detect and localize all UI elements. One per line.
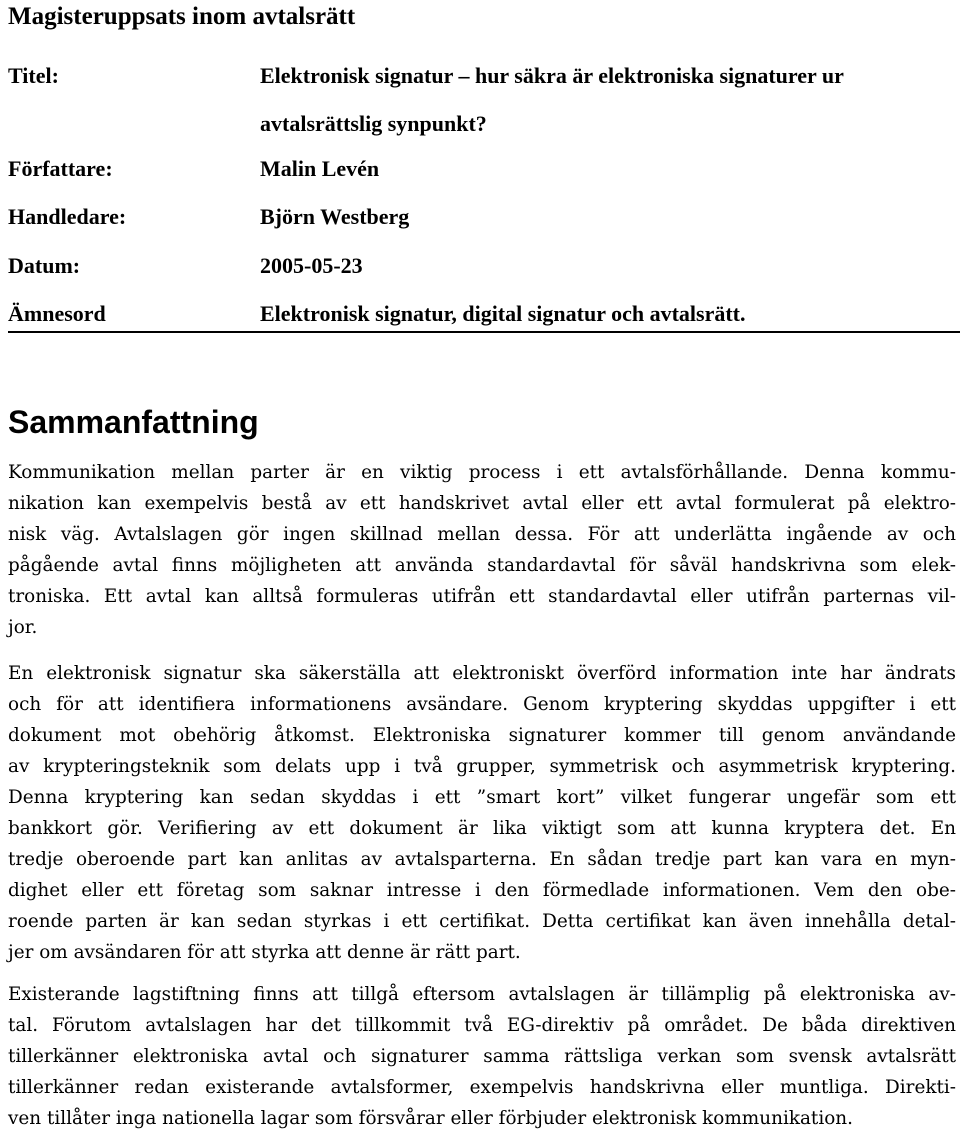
paragraph-line: nisk väg. Avtalslagen gör ingen skillnad mellan dessa. För att underlätta ingående av och xyxy=(8,524,956,545)
title-value-line2: avtalsrättslig synpunkt? xyxy=(260,111,487,136)
divider-line xyxy=(8,331,960,333)
paragraph-line: av krypteringsteknik som delats upp i två grupper, symmetrisk och asymmetrisk kryptering. xyxy=(8,756,956,777)
paragraph-line: och för att identifiera informationens avsändare. Genom kryptering skyddas uppgifter i ett xyxy=(8,694,956,715)
supervisor-value: Björn Westberg xyxy=(260,204,410,229)
paragraph-line: pågående avtal finns möjligheten att använda standardavtal för såväl handskrivna som elek- xyxy=(8,555,956,576)
document-title: Magisteruppsats inom avtalsrätt xyxy=(8,3,356,30)
author-label: Författare: xyxy=(8,156,113,181)
paragraph-line: nikation kan exempelvis bestå av ett handskrivet avtal eller ett avtal formulerat på elektro- xyxy=(8,493,956,514)
title-value-line1: Elektronisk signatur – hur säkra är elektroniska signaturer ur xyxy=(260,63,844,88)
paragraph-line: Kommunikation mellan parter är en viktig process i ett avtalsförhållande. Denna kommu- xyxy=(8,462,956,483)
subject-value: Elektronisk signatur, digital signatur och avtalsrätt. xyxy=(260,301,746,326)
supervisor-label: Handledare: xyxy=(8,204,127,229)
paragraph-line: tredje oberoende part kan anlitas av avtalsparterna. En sådan tredje part kan vara en myn- xyxy=(8,849,956,870)
paragraph-line: bankkort gör. Verifiering av ett dokument är lika viktigt som att kunna kryptera det. En xyxy=(8,818,956,839)
paragraph-line: tillerkänner redan existerande avtalsformer, exempelvis handskrivna eller muntliga. Direkti- xyxy=(8,1077,956,1098)
summary-paragraph xyxy=(8,457,956,643)
summary-paragraph xyxy=(8,658,956,968)
subject-label: Ämnesord xyxy=(8,301,106,326)
paragraph-line: troniska. Ett avtal kan alltså formuleras utifrån ett standardavtal eller utifrån parternas vil- xyxy=(8,586,956,607)
paragraph-line: tal. Förutom avtalslagen har det tillkommit två EG-direktiv på området. De båda direktiven xyxy=(8,1015,956,1036)
paragraph-line: ven tillåter inga nationella lagar som försvårar eller förbjuder elektronisk kommunikation. xyxy=(8,1108,853,1129)
paragraph-line: dighet eller ett företag som saknar intresse i den förmedlade informationen. Vem den obe- xyxy=(8,880,956,901)
summary-paragraph xyxy=(8,979,956,1134)
paragraph-line: jer om avsändaren för att styrka att denne är rätt part. xyxy=(8,942,521,963)
date-label: Datum: xyxy=(8,253,81,278)
paragraph-line: En elektronisk signatur ska säkerställa att elektroniskt överförd information inte har ändrats xyxy=(8,663,956,684)
title-label: Titel: xyxy=(8,63,59,88)
paragraph-line: Existerande lagstiftning finns att tillgå eftersom avtalslagen är tillämplig på elektroniska av- xyxy=(8,984,956,1005)
paragraph-line: roende parten är kan sedan styrkas i ett certifikat. Detta certifikat kan även innehålla detal- xyxy=(8,911,956,932)
author-value: Malin Levén xyxy=(260,156,380,181)
paragraph-line: tillerkänner elektroniska avtal och signaturer samma rättsliga verkan som svensk avtalsrätt xyxy=(8,1046,956,1067)
paragraph-line: Denna kryptering kan sedan skyddas i ett ”smart kort” vilket fungerar ungefär som ett xyxy=(8,787,956,808)
date-value: 2005-05-23 xyxy=(260,253,363,278)
summary-heading: Sammanfattning xyxy=(8,404,259,440)
paragraph-line: dokument mot obehörig åtkomst. Elektroniska signaturer kommer till genom användande xyxy=(8,725,956,746)
paragraph-line: jor. xyxy=(8,617,38,638)
